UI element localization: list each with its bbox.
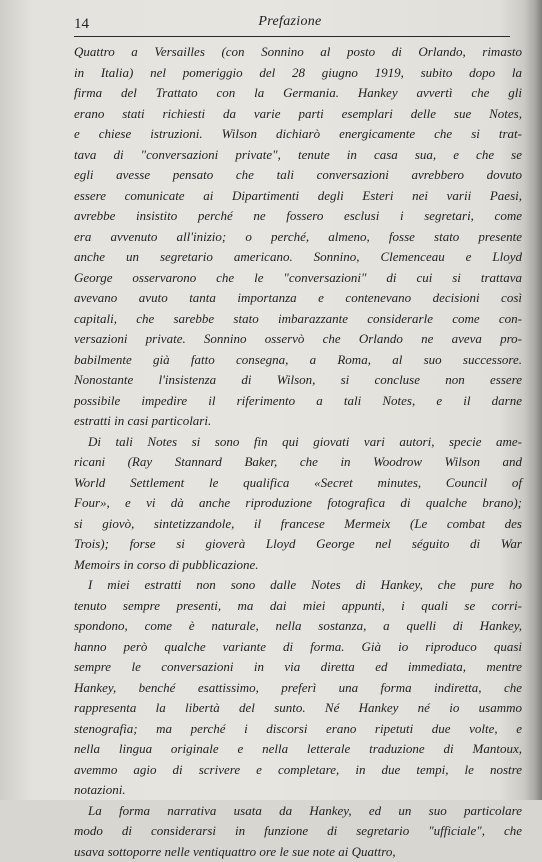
text-line: versazioni private. Sonnino osservò che Orlando ne aveva pro-	[74, 329, 522, 350]
text-line: stenografia; ma perché i discorsi erano ripetuti due volte, e	[74, 719, 522, 740]
page-header	[74, 14, 506, 34]
paragraph	[74, 432, 522, 576]
text-line: firma del Trattato con la Germania. Hankey avvertì che gli	[74, 83, 522, 104]
text-line: Hankey, benché esattissimo, preferì una forma indiretta, che	[74, 678, 522, 699]
text-line: avevano avuto tanta importanza e contenevano decisioni così	[74, 288, 522, 309]
text-line: possibile impedire il riferimento a tali Notes, e il darne	[74, 391, 522, 412]
text-line: sempre le conversazioni in via diretta ed immediata, mentre	[74, 657, 522, 678]
text-line: Nonostante l'insistenza di Wilson, si concluse non essere	[74, 370, 522, 391]
paragraph	[74, 801, 522, 862]
text-line: erano stati richiesti da varie parti esemplari delle sue Notes,	[74, 104, 522, 125]
text-line: capitali, che sarebbe stato imbarazzante considerarle come con-	[74, 309, 522, 330]
text-line: avemmo agio di scrivere e completare, in due tempi, le nostre	[74, 760, 522, 781]
paragraph	[74, 575, 522, 801]
text-line: Trois); forse si gioverà Lloyd George nel séguito di War	[74, 534, 522, 555]
text-line: essere comunicate ai Dipartimenti degli Esteri nei varii Paesi,	[74, 186, 522, 207]
body-text	[74, 42, 522, 862]
text-line: e chiese istruzioni. Wilson dichiarò energicamente che si trat-	[74, 124, 522, 145]
text-line: in Italia) nel pomeriggio del 28 giugno 1919, subito dopo la	[74, 63, 522, 84]
paragraph	[74, 42, 522, 432]
text-line: I miei estratti non sono dalle Notes di Hankey, che pure ho	[74, 575, 522, 596]
text-line: Memoirs in corso di pubblicazione.	[74, 555, 522, 576]
text-line: anche un segretario americano. Sonnino, Clemenceau e Lloyd	[74, 247, 522, 268]
text-line: Four», e vi dà anche riproduzione fotografica di qualche brano);	[74, 493, 522, 514]
running-title: Prefazione	[74, 14, 506, 30]
text-line: notazioni.	[74, 780, 522, 801]
text-line: hanno però qualche variante di forma. Già io riproduco quasi	[74, 637, 522, 658]
text-line: rappresenta la libertà del sunto. Né Hankey né io usammo	[74, 698, 522, 719]
text-line: usava sottoporre nelle ventiquattro ore le sue note ai Quattro,	[74, 842, 522, 862]
text-line: babilmente già fatto consegna, a Roma, al suo successore.	[74, 350, 522, 371]
text-line: tava di "conversazioni private", tenute in casa sua, e che se	[74, 145, 522, 166]
text-line: egli avesse pensato che tali conversazioni avrebbero dovuto	[74, 165, 522, 186]
text-line: George osservarono che le "conversazioni" di cui si trattava	[74, 268, 522, 289]
text-line: La forma narrativa usata da Hankey, ed un suo particolare	[74, 801, 522, 822]
page-number: 14	[74, 16, 89, 33]
text-line: modo di considerarsi in funzione di segretario "ufficiale", che	[74, 821, 522, 842]
page-edge-shadow	[524, 0, 542, 800]
text-line: ricani (Ray Stannard Baker, che in Woodrow Wilson and	[74, 452, 522, 473]
text-line: World Settlement le qualifica «Secret minutes, Council of	[74, 473, 522, 494]
text-line: Di tali Notes si sono fin qui giovati vari autori, specie ame-	[74, 432, 522, 453]
text-line: estratti in casi particolari.	[74, 411, 522, 432]
text-line: avrebbe insistito perché ne fossero esclusi i segretari, come	[74, 206, 522, 227]
text-line: nella lingua originale e nella letterale traduzione di Mantoux,	[74, 739, 522, 760]
text-line: era avvenuto all'inizio; o perché, almeno, fosse stato presente	[74, 227, 522, 248]
text-line: Quattro a Versailles (con Sonnino al posto di Orlando, rimasto	[74, 42, 522, 63]
text-line: tenuto sempre presenti, ma dai miei appunti, i quali se corri-	[74, 596, 522, 617]
text-line: spondono, come è naturale, nella sostanza, a quelli di Hankey,	[74, 616, 522, 637]
header-rule	[74, 36, 510, 37]
text-line: si giovò, sintetizzandole, il francese Mermeix (Le combat des	[74, 514, 522, 535]
